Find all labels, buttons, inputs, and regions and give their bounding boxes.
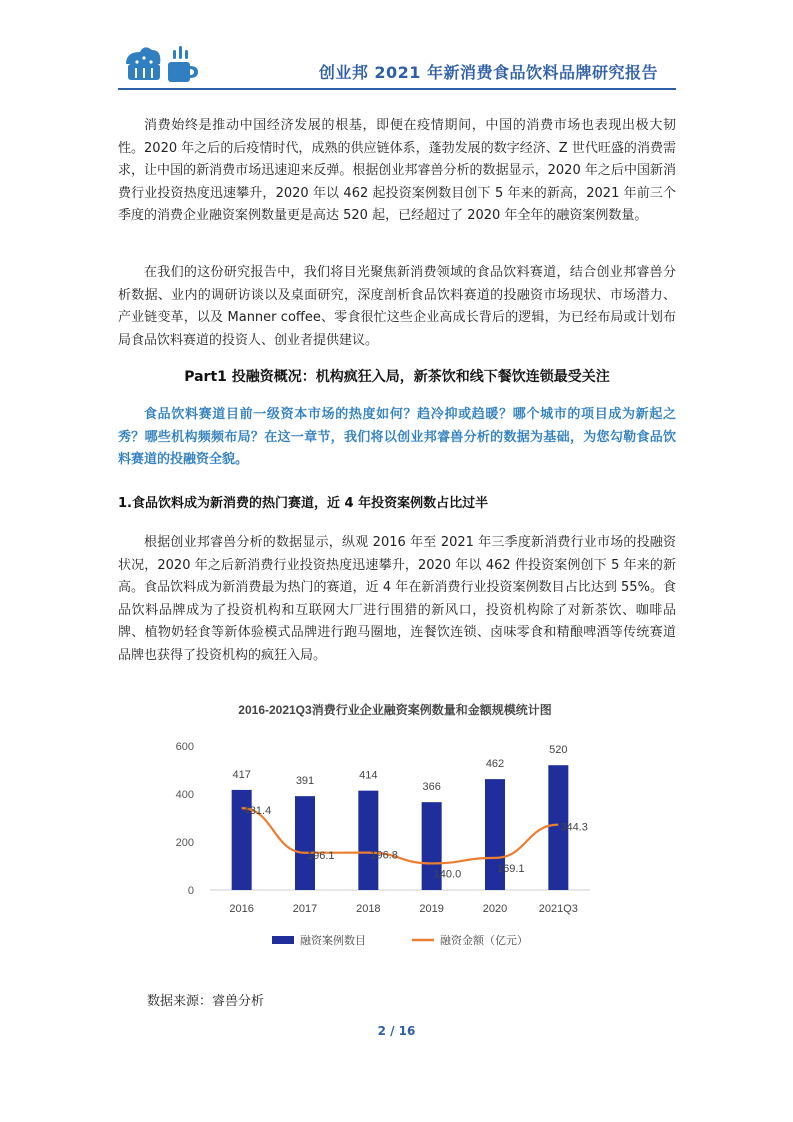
- legend-label-amount: 融资金额（亿元）: [440, 935, 528, 947]
- section-intro: 食品饮料赛道目前一级资本市场的热度如何？趋冷抑或趋暖？哪个城市的项目成为新起之秀？哪些机构频频布局？在这一章节，我们将以创业邦睿兽分析的数据为基础，为您勾勒食品饮料赛道的投融资全貌。: [118, 407, 676, 467]
- line-label-2019: 140.0: [433, 868, 462, 881]
- header-title: 创业邦 2021 年新消费食品饮料品牌研究报告: [318, 63, 658, 82]
- paragraph-2: 在我们的这份研究报告中，我们将目光聚焦新消费领域的食品饮料赛道，结合创业邦睿兽分析数据、业内的调研访谈以及桌面研究，深度剖析食品饮料赛道的投融资市场现状、市场潜力、产业链变革，以及 Manner coffee、零食很忙这些企业高成长背后的逻辑，为已经布局或计划布局食品饮料赛道的投资人、创业者提供建议。: [118, 265, 676, 348]
- x-tick-label: 2016: [229, 903, 254, 915]
- x-tick-label: 2017: [292, 903, 318, 915]
- line-label-2017: 196.1: [307, 849, 335, 862]
- y-tick-label: 400: [175, 789, 194, 801]
- line-label-2018: 196.8: [370, 849, 398, 862]
- amount-line: [242, 808, 559, 863]
- bar-label-2018: 414: [359, 769, 378, 782]
- data-source-note: 数据来源：睿兽分析: [147, 994, 265, 1009]
- y-tick-label: 200: [175, 837, 194, 849]
- bar-2017: [295, 796, 315, 890]
- y-tick-label: 0: [187, 885, 194, 897]
- x-tick-label: 2021Q3: [538, 903, 578, 915]
- bar-label-2016: 417: [232, 768, 251, 781]
- y-tick-label: 600: [175, 741, 194, 753]
- x-tick-label: 2018: [356, 903, 381, 915]
- sub-heading: 1.食品饮料成为新消费的热门赛道，近 4 年投资案例数占比过半: [118, 496, 489, 511]
- x-tick-label: 2020: [482, 903, 508, 915]
- line-label-2020: 169.1: [497, 862, 525, 875]
- line-label-2021Q3: 344.3: [560, 821, 588, 834]
- header-divider: [118, 88, 676, 90]
- page-number: 2 / 16: [377, 1024, 416, 1038]
- legend-swatch-cases: [272, 936, 294, 944]
- part1-heading: Part1 投融资概况：机构疯狂入局，新茶饮和线下餐饮连锁最受关注: [184, 369, 610, 385]
- paragraph-1: 消费始终是推动中国经济发展的根基，即便在疫情期间，中国的消费市场也表现出极大韧性。2020 年之后的后疫情时代，成熟的供应链体系，蓬勃发展的数字经济、Z 世代旺盛的消费需求，让中国的新消费市场迅速迎来反弹。根据创业邦睿兽分析的数据显示，2020 年之后中国新消费行业投资热度迅速攀升，2020 年以 462 起投资案例数目创下 5 年来的新高，2021 年前三个季度的消费企业融资案例数量更是高达 520 起，已经超过了 2020 年全年的融资案例数量。: [118, 118, 676, 223]
- legend-label-cases: 融资案例数目: [300, 935, 366, 947]
- bar-label-2019: 366: [422, 781, 441, 794]
- combo-chart: [160, 690, 630, 960]
- paragraph-3: 根据创业邦睿兽分析的数据显示，纵观 2016 年至 2021 年三季度新消费行业市场的投融资状况，2020 年之后新消费行业投资热度迅速攀升，2020 年以 462 件投资案例创下 5 年来的新高。食品饮料成为新消费最为热门的赛道，近 4 年在新消费行业投资案例数目占比达到 55%。食品饮料品牌成为了投资机构和互联网大厂进行围猎的新风口，投资机构除了对新茶饮、咖啡品牌、植物奶轻食等新体验模式品牌进行跑马圈地，连餐饮连锁、卤味零食和精酿啤酒等传统赛道品牌也获得了投资机构的疯狂入局。: [118, 535, 676, 663]
- bar-label-2017: 391: [295, 775, 315, 788]
- bar-label-2021Q3: 520: [549, 744, 568, 757]
- x-tick-label: 2019: [419, 903, 444, 915]
- bar-label-2020: 462: [485, 758, 505, 771]
- chart-title: 2016-2021Q3消费行业企业融资案例数量和金额规模统计图: [238, 703, 552, 717]
- logo-icon: [122, 42, 198, 84]
- line-label-2016: 431.4: [243, 805, 272, 818]
- bar-2018: [358, 791, 378, 890]
